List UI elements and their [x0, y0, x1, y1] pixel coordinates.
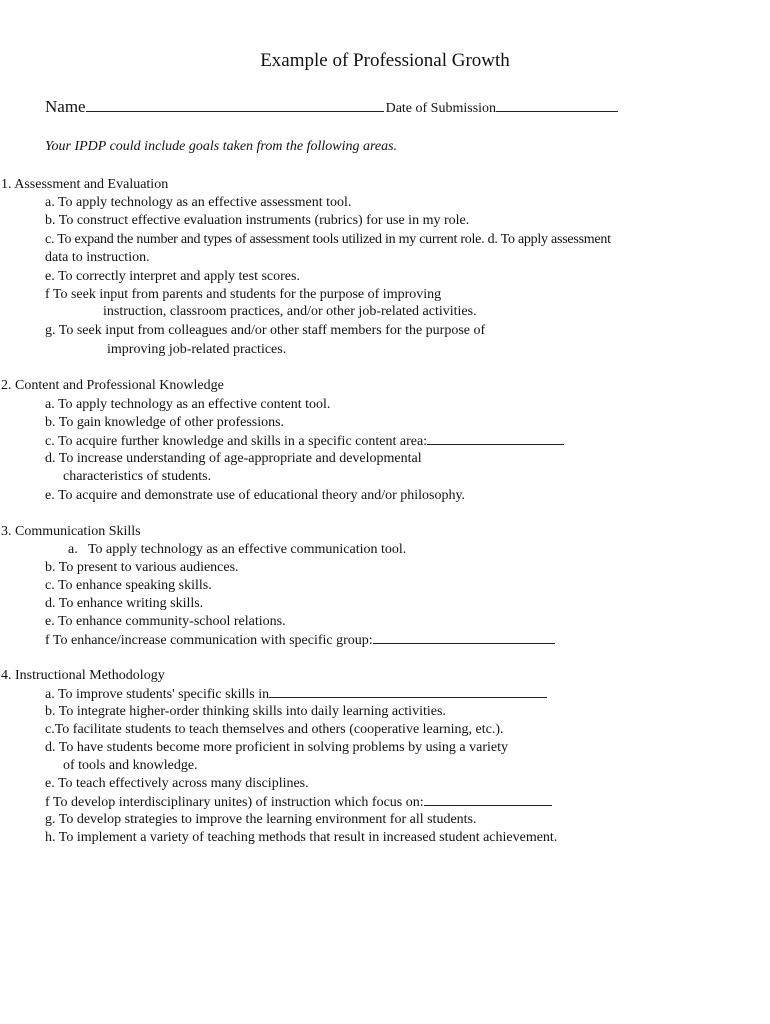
list-item: e. To correctly interpret and apply test scores. — [45, 269, 300, 284]
name-field[interactable] — [86, 97, 384, 112]
list-item: b. To integrate higher-order thinking skills into daily learning activities. — [45, 704, 446, 719]
list-item: d. To have students become more proficient in solving problems by using a variety — [45, 740, 508, 755]
list-item: g. To seek input from colleagues and/or other staff members for the purpose of — [45, 323, 486, 338]
list-item: e. To teach effectively across many disciplines. — [45, 776, 309, 791]
list-item: a. To apply technology as an effective assessment tool. — [45, 195, 352, 210]
list-item: g. To develop strategies to improve the learning environment for all students. — [45, 812, 477, 827]
list-item-continued: data to instruction. — [45, 250, 150, 265]
list-item: a. To apply technology as an effective content tool. — [45, 397, 331, 412]
list-item-continued: characteristics of students. — [63, 469, 212, 484]
list-item: e. To acquire and demonstrate use of educational theory and/or philosophy. — [45, 488, 466, 503]
list-item: a. To apply technology as an effective communication tool. — [68, 542, 407, 557]
list-item: b. To gain knowledge of other professions. — [45, 415, 285, 430]
header-fields — [45, 97, 618, 117]
list-item — [45, 631, 555, 650]
list-item-continued: improving job-related practices. — [107, 342, 287, 357]
name-label: Name — [45, 97, 86, 116]
interdisciplinary-focus-blank[interactable] — [424, 793, 552, 806]
list-item: c. To expand the number and types of assessment tools utilized in my current role. d. To apply assessment — [45, 232, 611, 247]
list-item: f To seek input from parents and students for the purpose of improving — [45, 287, 442, 302]
list-item: b. To present to various audiences. — [45, 560, 239, 575]
list-item-continued: instruction, classroom practices, and/or other job-related activities. — [103, 304, 477, 319]
list-item: c. To enhance speaking skills. — [45, 578, 212, 593]
list-item: e. To enhance community-school relations. — [45, 614, 286, 629]
intro-text: Your IPDP could include goals taken from the following areas. — [45, 139, 398, 154]
list-item-text: f To enhance/increase communication with specific group: — [45, 633, 373, 648]
section-heading: 4. Instructional Methodology — [1, 668, 165, 683]
list-item: d. To enhance writing skills. — [45, 596, 204, 611]
list-item — [45, 793, 552, 812]
list-item — [45, 432, 564, 451]
list-item-text: a. To improve students' specific skills in — [45, 687, 270, 702]
date-field[interactable] — [496, 99, 618, 112]
section-heading: 2. Content and Professional Knowledge — [1, 378, 224, 393]
list-item: h. To implement a variety of teaching methods that result in increased student achievement. — [45, 830, 558, 845]
list-item: b. To construct effective evaluation instruments (rubrics) for use in my role. — [45, 213, 470, 228]
content-area-blank[interactable] — [427, 432, 564, 445]
section-heading: 3. Communication Skills — [1, 524, 141, 539]
list-item — [45, 685, 547, 704]
section-heading: 1. Assessment and Evaluation — [1, 177, 169, 192]
list-item: d. To increase understanding of age-appropriate and developmental — [45, 451, 422, 466]
date-label: Date of Submission — [385, 101, 497, 116]
list-item: c.To facilitate students to teach themselves and others (cooperative learning, etc.). — [45, 722, 504, 737]
list-item-text: c. To acquire further knowledge and skills in a specific content area: — [45, 434, 428, 449]
list-item-continued: of tools and knowledge. — [63, 758, 198, 773]
specific-skills-blank[interactable] — [269, 685, 547, 698]
specific-group-blank[interactable] — [373, 631, 555, 644]
list-item-text: f To develop interdisciplinary unites) of instruction which focus on: — [45, 795, 424, 810]
page-title: Example of Professional Growth — [260, 50, 510, 71]
